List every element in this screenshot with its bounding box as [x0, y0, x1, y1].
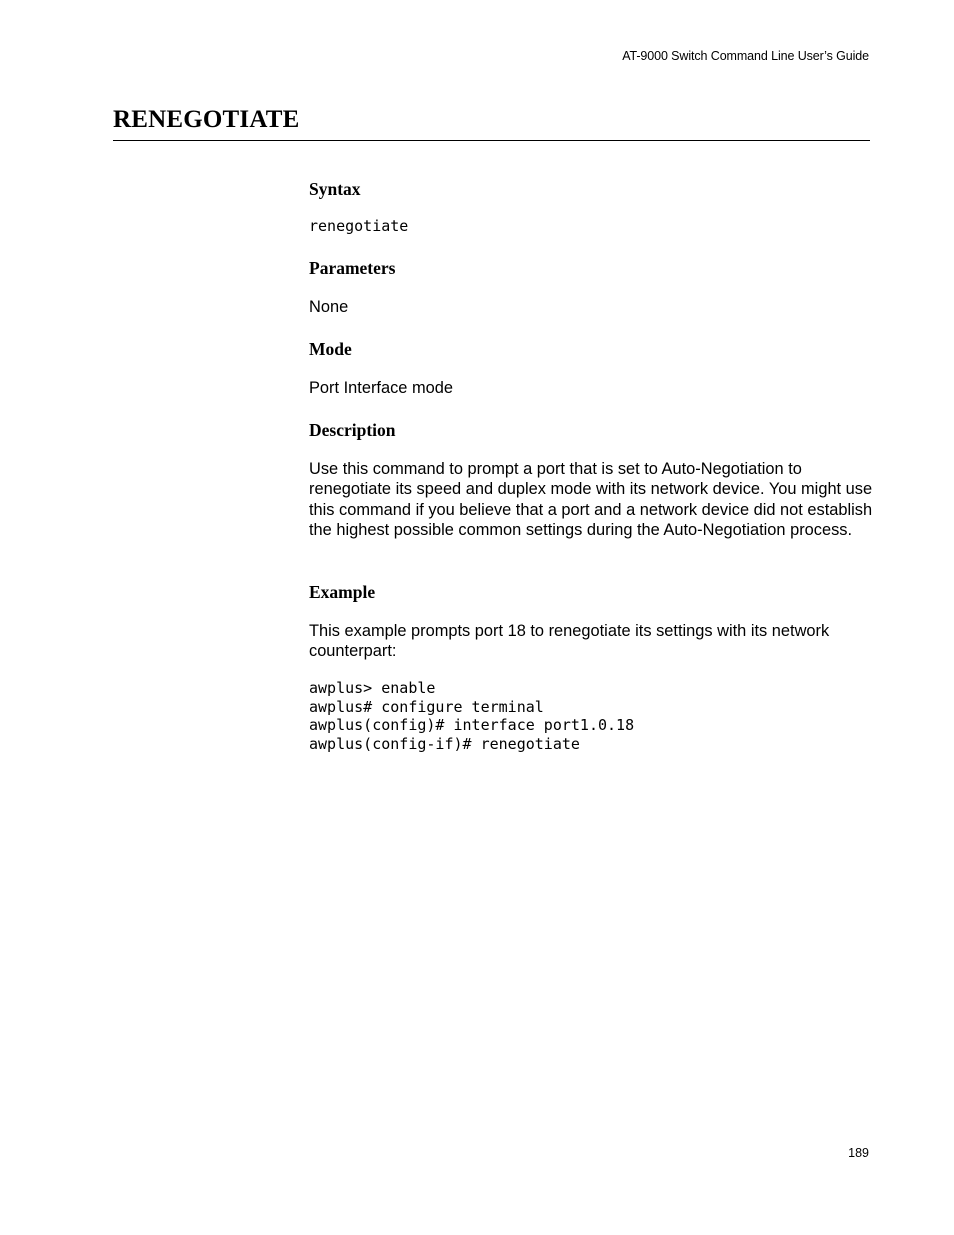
example-code-block: [309, 679, 634, 754]
parameters-text: None: [309, 298, 349, 316]
example-text: This example prompts port 18 to renegotiate its settings with its network counterpart:: [309, 622, 830, 661]
page-title: RENEGOTIATE: [113, 106, 300, 133]
running-header: AT-9000 Switch Command Line User’s Guide: [622, 49, 869, 63]
syntax-code: renegotiate: [309, 217, 409, 235]
example-code-line: awplus(config)# interface port1.0.18: [309, 716, 635, 735]
title-divider: [113, 140, 870, 141]
example-code-line: awplus> enable: [309, 679, 436, 697]
syntax-heading: Syntax: [309, 179, 361, 199]
parameters-heading: Parameters: [309, 258, 396, 278]
description-text: Use this command to prompt a port that is set to Auto-Negotiation to renegotiate its speed and duplex mode with its network device. You might use this command if you believe that a port and a network device did not establish the highest possible common settings during the Auto-Negotiation process.: [309, 460, 873, 539]
example-heading: Example: [309, 582, 376, 602]
page-number: 189: [848, 1146, 869, 1160]
description-heading: Description: [309, 420, 396, 440]
mode-text: Port Interface mode: [309, 379, 453, 397]
example-code-line: awplus# configure terminal: [309, 697, 544, 716]
example-code-line: awplus(config-if)# renegotiate: [309, 735, 580, 754]
mode-heading: Mode: [309, 339, 352, 359]
